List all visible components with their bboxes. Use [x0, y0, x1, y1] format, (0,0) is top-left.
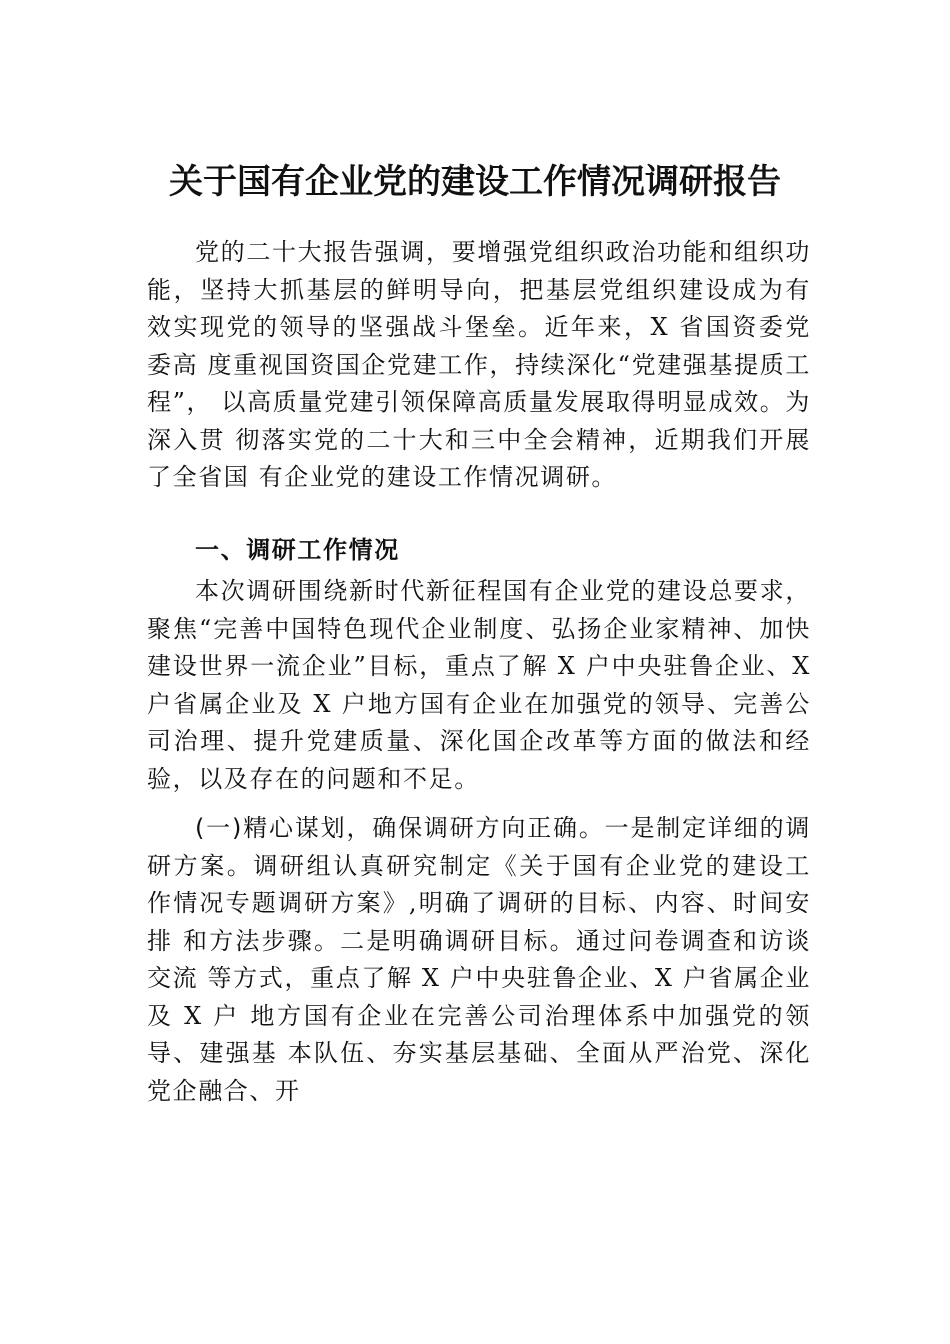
section1-heading: 一、调研工作情况 — [195, 536, 400, 564]
intro-block — [147, 234, 811, 497]
section1-block — [147, 573, 811, 798]
subsection1-heading: (一)精心谋划，确保调研方向正确。 — [195, 814, 605, 842]
subsection1-paragraph-wrapper — [147, 810, 811, 1110]
section1-heading-block — [147, 532, 811, 570]
document-title: 关于国有企业党的建设工作情况调研报告 — [169, 162, 781, 202]
subsection1-block — [147, 810, 811, 1110]
section1-paragraph: 本次调研围绕新时代新征程国有企业党的建设总要求，聚焦“完善中国特色现代企业制度、弘扬企业家精神、加快建设世界一流企业”目标，重点了解 X 户中央驻鲁企业、X 户省属企业及 X 户地方国有企业在加强党的领导、完善公司治理、提升党建质量、深化国企改革等方面的做法和经验，以及存在的问题和不足。 — [147, 577, 811, 793]
subsection1-paragraph: 一是制定详细的调研方案。调研组认真研究制定《关于国有企业党的建设工作情况专题调研方案》,明确了调研的目标、内容、时间安排 和方法步骤。二是明确调研目标。通过问卷调查和访谈交流 等方式，重点了解 X 户中央驻鲁企业、X 户省属企业及 X 户 地方国有企业在完善公司治理体系中加强党的领导、建强基 本队伍、夯实基层基础、全面从严治党、深化党企融合、开 — [147, 814, 811, 1105]
intro-paragraph: 党的二十大报告强调，要增强党组织政治功能和组织功能，坚持大抓基层的鲜明导向，把基层党组织建设成为有效实现党的领导的坚强战斗堡垒。近年来，X 省国资委党委高 度重视国资国企党建工作，持续深化“党建强基提质工程”， 以高质量党建引领保障高质量发展取得明显成效。为深入贯 彻落实党的二十大和三中全会精神，近期我们开展了全省国 有企业党的建设工作情况调研。 — [147, 238, 811, 491]
